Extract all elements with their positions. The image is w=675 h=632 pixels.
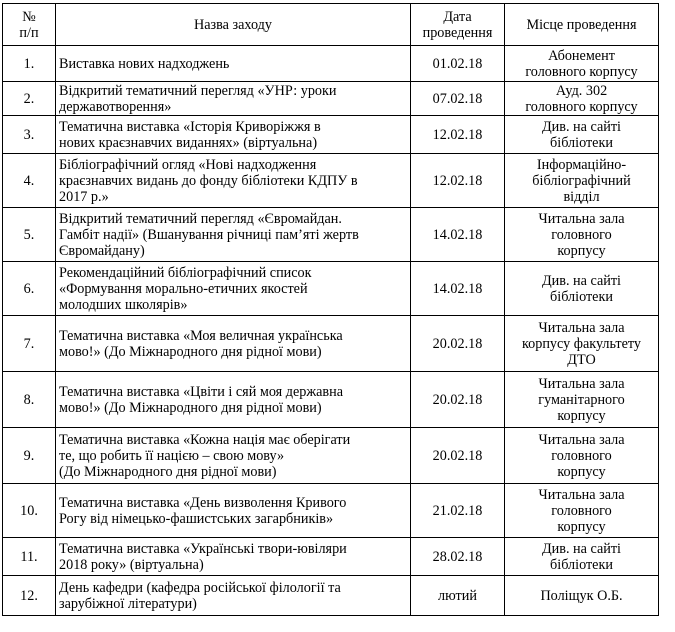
event-place-line: Ауд. 302 <box>555 82 608 99</box>
event-name <box>56 576 411 616</box>
event-date: 12.02.18 <box>411 154 505 208</box>
row-number: 2. <box>3 82 56 116</box>
event-name-line: Тематична виставка «День визволення Кривого <box>59 494 347 511</box>
table-row <box>3 428 659 484</box>
event-place <box>505 484 659 538</box>
event-name-line: День кафедри (кафедра російської філології та <box>59 579 341 596</box>
event-name <box>56 208 411 262</box>
event-place-line: Абонемент <box>548 47 615 64</box>
event-name <box>56 154 411 208</box>
table-row <box>3 484 659 538</box>
header-event-name: Назва заходу <box>56 4 411 46</box>
event-date: 01.02.18 <box>411 46 505 82</box>
table-row <box>3 538 659 576</box>
event-place-line: головного <box>551 226 612 243</box>
event-name-line: Євромайдану) <box>59 242 145 259</box>
table-row <box>3 46 659 82</box>
event-name-line: мово!» (До Міжнародного дня рідної мови) <box>59 343 322 360</box>
event-name <box>56 82 411 116</box>
event-place <box>505 316 659 372</box>
event-place-line: відділ <box>563 188 600 205</box>
event-date: 20.02.18 <box>411 372 505 428</box>
event-name <box>56 428 411 484</box>
event-name-line: 2018 року» (віртуальна) <box>59 556 204 573</box>
event-name-line: державотворення» <box>59 98 172 115</box>
table-row <box>3 116 659 154</box>
event-place-line: корпусу <box>557 463 606 480</box>
table-row <box>3 82 659 116</box>
event-place <box>505 262 659 316</box>
event-place-line: Див. на сайті <box>541 272 621 289</box>
row-number: 3. <box>3 116 56 154</box>
header-date: Дата проведення <box>411 4 505 46</box>
row-number: 1. <box>3 46 56 82</box>
event-place-line: корпусу <box>557 242 606 259</box>
event-name-line: Бібліографічний огляд «Нові надходження <box>59 156 317 173</box>
event-place <box>505 538 659 576</box>
event-date: 07.02.18 <box>411 82 505 116</box>
row-number: 6. <box>3 262 56 316</box>
event-place-line: головного <box>551 447 612 464</box>
event-place-line: корпусу <box>557 518 606 535</box>
event-name <box>56 538 411 576</box>
event-place-line: Читальна зала <box>538 210 625 227</box>
event-name-line: Рекомендаційний бібліографічний список <box>59 264 312 281</box>
event-place-line: гуманітарного <box>538 391 625 408</box>
event-name-line: зарубіжної літератури) <box>59 595 197 612</box>
event-place-line: бібліотеки <box>550 556 613 573</box>
events-table <box>2 3 659 616</box>
event-place-line: головного <box>551 502 612 519</box>
event-name <box>56 316 411 372</box>
event-name-line: Гамбіт надії» (Вшанування річниці пам’яті жертв <box>59 226 359 243</box>
event-place-line: головного корпусу <box>525 63 638 80</box>
event-date: 14.02.18 <box>411 208 505 262</box>
header-number: № п/п <box>3 4 56 46</box>
event-date: лютий <box>411 576 505 616</box>
event-place-line: корпусу факультету <box>521 335 642 352</box>
event-date: 12.02.18 <box>411 116 505 154</box>
event-name-line: Рогу від німецько-фашистських загарбників» <box>59 510 334 527</box>
event-place <box>505 154 659 208</box>
row-number: 7. <box>3 316 56 372</box>
event-name-line: Відкритий тематичний перегляд «Євромайдан. <box>59 210 342 227</box>
event-date: 20.02.18 <box>411 316 505 372</box>
table-row <box>3 316 659 372</box>
event-place-line: Див. на сайті <box>541 118 621 135</box>
row-number: 12. <box>3 576 56 616</box>
event-name-line: те, що робить її нацією – свою мову» <box>59 447 285 464</box>
event-name-line: нових краєзнавчих виданнях» (віртуальна) <box>59 134 318 151</box>
event-place-line: Див. на сайті <box>541 540 621 557</box>
event-name <box>56 116 411 154</box>
event-place-line: Читальна зала <box>538 319 625 336</box>
row-number: 11. <box>3 538 56 576</box>
event-name <box>56 372 411 428</box>
event-place <box>505 208 659 262</box>
event-place <box>505 372 659 428</box>
row-number: 8. <box>3 372 56 428</box>
event-place-line: бібліотеки <box>550 288 613 305</box>
table-header-row <box>3 4 659 46</box>
event-name-line: 2017 р.» <box>59 188 109 205</box>
event-place-line: ДТО <box>567 351 596 368</box>
table-row <box>3 208 659 262</box>
event-place-line: бібліографічний <box>532 172 631 189</box>
event-place-line: бібліотеки <box>550 134 613 151</box>
event-name-line: Тематична виставка «Українські твори-ювіляри <box>59 540 347 557</box>
event-name-line: мово!» (До Міжнародного дня рідної мови) <box>59 399 322 416</box>
event-name-line: Тематична виставка «Кожна нація має оберігати <box>59 431 351 448</box>
row-number: 4. <box>3 154 56 208</box>
event-name-line: (До Міжнародного дня рідної мови) <box>59 463 277 480</box>
table-row <box>3 372 659 428</box>
event-place <box>505 576 659 616</box>
event-date: 28.02.18 <box>411 538 505 576</box>
table-row <box>3 576 659 616</box>
event-name <box>56 262 411 316</box>
event-place-line: Поліщук О.Б. <box>540 587 623 604</box>
event-name-line: «Формування морально-етичних якостей <box>59 280 308 297</box>
event-place-line: Читальна зала <box>538 375 625 392</box>
event-place-line: Інформаційно- <box>536 156 627 173</box>
event-place-line: Читальна зала <box>538 486 625 503</box>
event-name <box>56 46 411 82</box>
table-row <box>3 262 659 316</box>
event-name-line: Тематична виставка «Цвіти і сяй моя державна <box>59 383 344 400</box>
row-number: 9. <box>3 428 56 484</box>
header-place: Місце проведення <box>505 4 659 46</box>
event-place-line: корпусу <box>557 407 606 424</box>
event-name-line: Виставка нових надходжень <box>59 55 230 72</box>
row-number: 5. <box>3 208 56 262</box>
event-name-line: Тематична виставка «Моя величная українська <box>59 327 343 344</box>
event-date: 20.02.18 <box>411 428 505 484</box>
event-place <box>505 428 659 484</box>
event-name-line: Тематична виставка «Історія Криворіжжя в <box>59 118 321 135</box>
event-place <box>505 116 659 154</box>
event-date: 21.02.18 <box>411 484 505 538</box>
row-number: 10. <box>3 484 56 538</box>
event-place-line: Читальна зала <box>538 431 625 448</box>
event-place-line: головного корпусу <box>525 98 638 115</box>
event-name-line: Відкритий тематичний перегляд «УНР: уроки <box>59 82 337 99</box>
event-place <box>505 46 659 82</box>
event-name-line: краєзнавчих видань до фонду бібліотеки КДПУ в <box>59 172 358 189</box>
event-date: 14.02.18 <box>411 262 505 316</box>
event-name <box>56 484 411 538</box>
event-name-line: молодших школярів» <box>59 296 188 313</box>
table-row <box>3 154 659 208</box>
event-place <box>505 82 659 116</box>
